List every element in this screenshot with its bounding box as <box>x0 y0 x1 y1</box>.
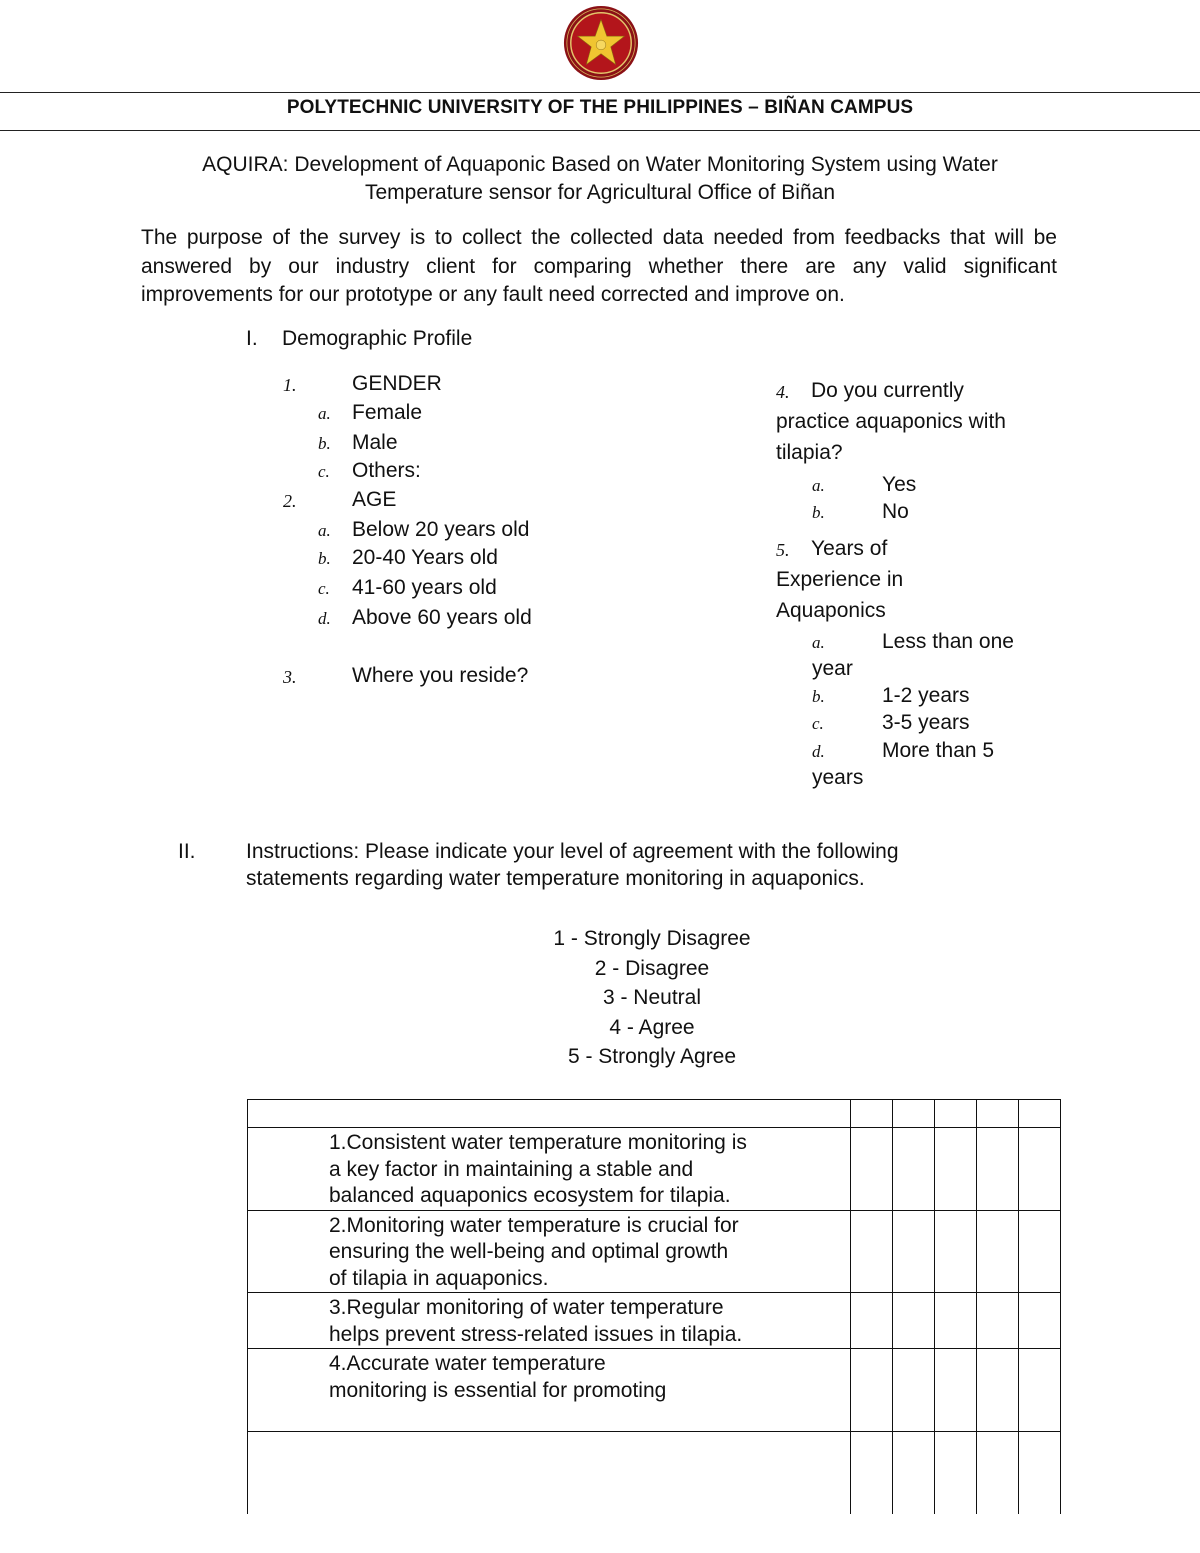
q1-option-text: Male <box>352 431 398 454</box>
q1-option-text: Female <box>352 401 423 424</box>
statement-cell <box>248 1432 851 1514</box>
q2-option-text: 20-40 Years old <box>352 546 498 569</box>
q5-label-line-2: Experience in <box>776 568 904 591</box>
q4-label-line-1: Do you currently <box>811 379 964 402</box>
q4-option-text: No <box>882 500 909 523</box>
q2-option-letter: c. <box>318 579 330 598</box>
q1-option-letter: a. <box>318 404 331 423</box>
rating-cell[interactable] <box>893 1293 935 1349</box>
table-row <box>248 1349 1061 1432</box>
q4-number: 4. <box>776 382 790 402</box>
rating-cell[interactable] <box>977 1210 1019 1293</box>
rating-cell[interactable] <box>893 1100 935 1128</box>
instructions-line-2: statements regarding water temperature monitoring in aquaponics. <box>246 867 865 890</box>
section-1-heading: Demographic Profile <box>282 327 473 350</box>
q4-option-text: Yes <box>882 473 917 496</box>
q2-option-text: Above 60 years old <box>352 606 532 629</box>
table-row <box>248 1210 1061 1293</box>
rating-cell[interactable] <box>851 1293 893 1349</box>
scale-item: 4 - Agree <box>609 1015 695 1039</box>
rating-cell[interactable] <box>893 1210 935 1293</box>
q3-number: 3. <box>283 667 297 687</box>
q2-option-text: 41-60 years old <box>352 576 497 599</box>
instructions-line-1: Instructions: Please indicate your level of agreement with the following <box>246 840 899 863</box>
rating-cell[interactable] <box>851 1349 893 1432</box>
q5-option-text: Less than one <box>882 630 1014 653</box>
scale-item: 3 - Neutral <box>602 986 702 1009</box>
rating-cell[interactable] <box>1019 1128 1061 1211</box>
rating-cell[interactable] <box>851 1432 893 1514</box>
rating-cell[interactable] <box>1019 1210 1061 1293</box>
rating-cell[interactable] <box>977 1432 1019 1514</box>
q5-label-line-1: Years of <box>811 537 888 560</box>
q4-option-letter: b. <box>812 503 825 522</box>
q2-number: 2. <box>283 491 297 511</box>
rating-cell[interactable] <box>935 1100 977 1128</box>
statement-line: a key factor in maintaining a stable and <box>329 1157 694 1181</box>
q2-label: AGE <box>352 488 397 511</box>
q4-label-line-2: practice aquaponics with <box>776 410 1006 433</box>
header-rule-bottom <box>0 130 1200 131</box>
rating-cell[interactable] <box>977 1293 1019 1349</box>
q1-label: GENDER <box>352 372 442 395</box>
rating-cell[interactable] <box>851 1210 893 1293</box>
q5-option-text: 1-2 years <box>882 684 970 707</box>
rating-cell[interactable] <box>935 1349 977 1432</box>
scale-item: 5 - Strongly Agree <box>567 1045 737 1068</box>
rating-cell[interactable] <box>1019 1432 1061 1514</box>
statement-line: monitoring is essential for promoting <box>329 1378 667 1402</box>
q1-option-letter: c. <box>318 462 330 481</box>
q2-option-letter: a. <box>318 521 331 540</box>
q5-option-letter: b. <box>812 687 825 706</box>
q2-option-letter: d. <box>318 609 331 628</box>
rating-cell[interactable] <box>1019 1293 1061 1349</box>
section-2-numeral: II. <box>178 840 196 863</box>
statement-line: helps prevent stress-related issues in tilapia. <box>329 1322 743 1346</box>
university-name: POLYTECHNIC UNIVERSITY OF THE PHILIPPINES – BIÑAN CAMPUS <box>286 97 914 118</box>
statement-line: 1.Consistent water temperature monitoring is <box>329 1131 747 1154</box>
survey-title <box>140 151 1060 207</box>
q5-option-text: 3-5 years <box>882 711 970 734</box>
statement-line: of tilapia in aquaponics. <box>329 1266 549 1290</box>
rating-cell[interactable] <box>977 1128 1019 1211</box>
q5-label-line-3: Aquaponics <box>776 599 886 622</box>
rating-cell[interactable] <box>893 1128 935 1211</box>
rating-cell[interactable] <box>935 1432 977 1514</box>
q5-option-letter: c. <box>812 714 824 733</box>
rating-cell[interactable] <box>935 1210 977 1293</box>
scale-item: 2 - Disagree <box>594 956 710 980</box>
q5-number: 5. <box>776 540 790 560</box>
table-row <box>248 1293 1061 1349</box>
rating-cell[interactable] <box>977 1349 1019 1432</box>
rating-cell[interactable] <box>1019 1100 1061 1128</box>
rating-cell[interactable] <box>977 1100 1019 1128</box>
q5-option-letter: a. <box>812 633 825 652</box>
q4-option-letter: a. <box>812 476 825 495</box>
rating-cell[interactable] <box>935 1128 977 1211</box>
statement-cell <box>248 1349 851 1432</box>
statement-cell <box>248 1293 851 1349</box>
q3-label: Where you reside? <box>352 664 529 687</box>
rating-table <box>247 1099 1061 1514</box>
statement-line: 2.Monitoring water temperature is crucial for <box>329 1213 739 1237</box>
q1-number: 1. <box>283 375 297 395</box>
rating-scale-legend <box>452 924 852 1072</box>
rating-cell[interactable] <box>935 1293 977 1349</box>
q1-option-letter: b. <box>318 434 331 453</box>
q5-option-continuation: year <box>812 657 853 680</box>
q2-option-text: Below 20 years old <box>352 518 530 541</box>
rating-cell[interactable] <box>1019 1349 1061 1432</box>
header-cell <box>248 1100 851 1128</box>
statement-cell <box>248 1128 851 1211</box>
rating-cell[interactable] <box>851 1128 893 1211</box>
title-line-2: Temperature sensor for Agricultural Office of Biñan <box>364 181 835 204</box>
statement-cell <box>248 1210 851 1293</box>
q5-option-continuation: years <box>812 766 864 789</box>
scale-item: 1 - Strongly Disagree <box>553 927 751 950</box>
rating-cell[interactable] <box>851 1100 893 1128</box>
table-header-row <box>248 1100 1061 1128</box>
q2-option-letter: b. <box>318 549 331 568</box>
q5-option-text: More than 5 <box>882 739 995 762</box>
statement-line: ensuring the well-being and optimal growth <box>329 1240 729 1263</box>
section-1-numeral: I. <box>246 327 258 350</box>
title-line-1: AQUIRA: Development of Aquaponic Based on Water Monitoring System using Water <box>202 153 998 176</box>
university-seal-icon <box>562 4 640 82</box>
rating-cell[interactable] <box>893 1432 935 1514</box>
header-rule-top <box>0 92 1200 93</box>
q1-option-text: Others: <box>352 459 421 482</box>
statement-line: 3.Regular monitoring of water temperature <box>329 1296 724 1319</box>
statement-line: balanced aquaponics ecosystem for tilapia. <box>329 1184 731 1207</box>
purpose-paragraph: The purpose of the survey is to collect the collected data needed from feedbacks that will be answered by our industry client for comparing whether there are any valid significant improvements for our prototype or any fault need corrected and improve on. <box>141 226 1057 306</box>
rating-cell[interactable] <box>893 1349 935 1432</box>
q5-option-letter: d. <box>812 742 825 761</box>
table-row <box>248 1432 1061 1514</box>
statement-line: 4.Accurate water temperature <box>329 1352 606 1375</box>
q4-label-line-3: tilapia? <box>776 441 843 464</box>
table-row <box>248 1128 1061 1211</box>
